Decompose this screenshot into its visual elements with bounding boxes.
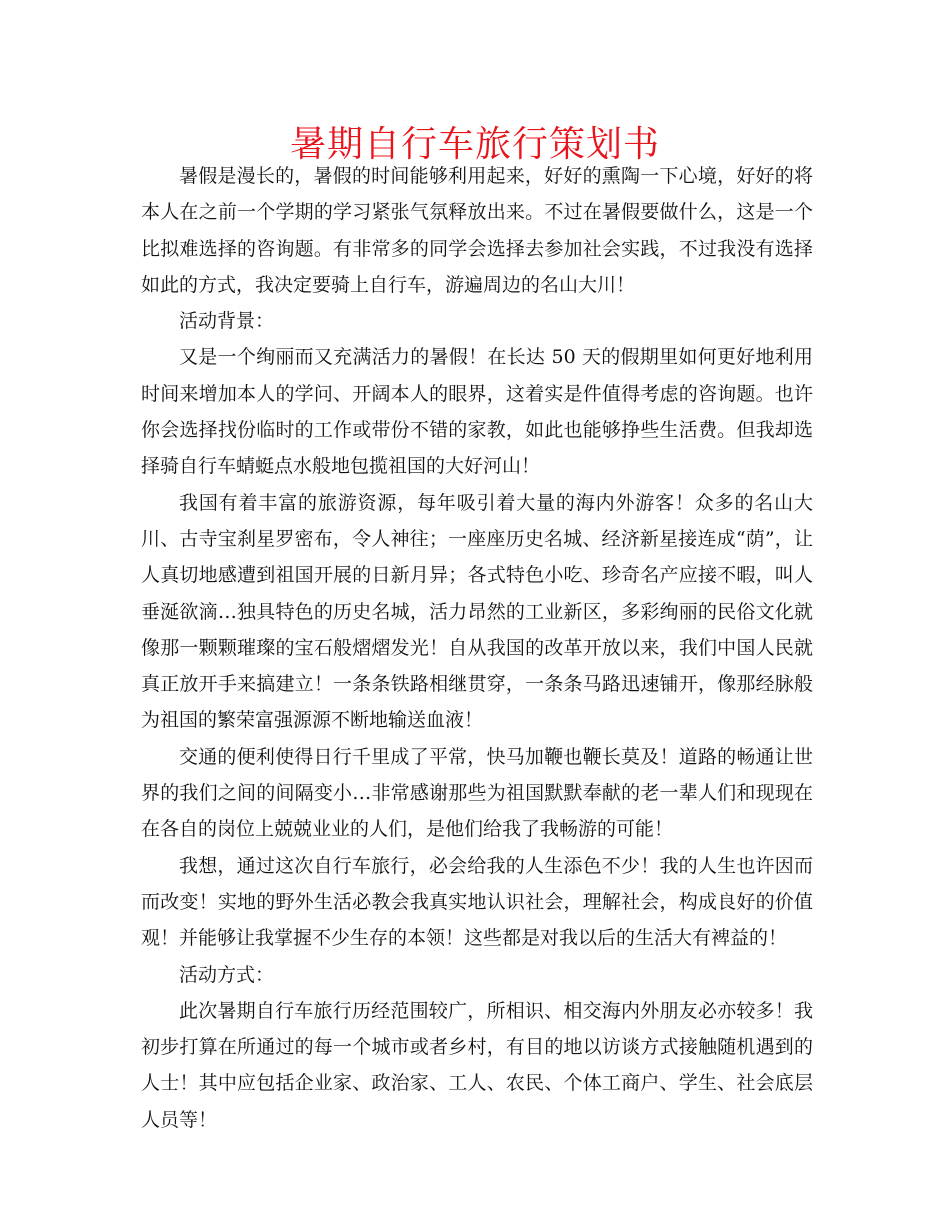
section-heading-method: 活动方式：	[179, 963, 275, 986]
document-title: 暑期自行车旅行策划书	[289, 124, 660, 165]
section-heading-background: 活动背景：	[179, 310, 275, 333]
document-body	[141, 158, 813, 1138]
background-paragraph-4: 我想，通过这次自行车旅行，必会给我的人生添色不少！我的人生也许因而而改变！实地的野外生活必教会我真实地认识社会，理解社会，构成良好的价值观！并能够让我掌握不少生存的本领！这些都是对我以后的生活大有裨益的！	[141, 854, 813, 950]
background-paragraph-3: 交通的便利使得日行千里成了平常，快马加鞭也鞭长莫及！道路的畅通让世界的我们之间的间隔变小…非常感谢那些为祖国默默奉献的老一辈人们和现现在在各自的岗位上兢兢业业的人们，是他们给我了我畅游的可能！	[141, 745, 813, 841]
method-paragraph-1: 此次暑期自行车旅行历经范围较广，所相识、相交海内外朋友必亦较多！我初步打算在所通过的每一个城市或者乡村，有目的地以访谈方式接触随机遇到的人士！其中应包括企业家、政治家、工人、农民、个体工商户、学生、社会底层人员等！	[141, 999, 813, 1131]
background-paragraph-1: 又是一个绚丽而又充满活力的暑假！在长达 50 天的假期里如何更好地利用时间来增加本人的学问、开阔本人的眼界，这着实是件值得考虑的咨询题。也许你会选择找份临时的工作或带份不错的家教，如此也能够挣些生活费。但我却选择骑自行车蜻蜓点水般地包揽祖国的大好河山！	[141, 346, 813, 478]
background-paragraph-2: 我国有着丰富的旅游资源，每年吸引着大量的海内外游客！众多的名山大川、古寺宝刹星罗密布，令人神往；一座座历史名城、经济新星接连成“荫”，让人真切地感遭到祖国开展的日新月异；各式特色小吃、珍奇名产应接不暇，叫人垂涎欲滴…独具特色的历史名城，活力昂然的工业新区，多彩绚丽的民俗文化就像那一颗颗璀璨的宝石般熠熠发光！自从我国的改革开放以来，我们中国人民就真正放开手来搞建立！一条条铁路相继贯穿，一条条马路迅速铺开，像那经脉般为祖国的繁荣富强源源不断地输送血液！	[141, 491, 813, 732]
intro-paragraph: 暑假是漫长的，暑假的时间能够利用起来，好好的熏陶一下心境，好好的将本人在之前一个学期的学习紧张气氛释放出来。不过在暑假要做什么，这是一个比拟难选择的咨询题。有非常多的同学会选择去参加社会实践，不过我没有选择如此的方式，我决定要骑上自行车，游遍周边的名山大川！	[141, 165, 813, 296]
